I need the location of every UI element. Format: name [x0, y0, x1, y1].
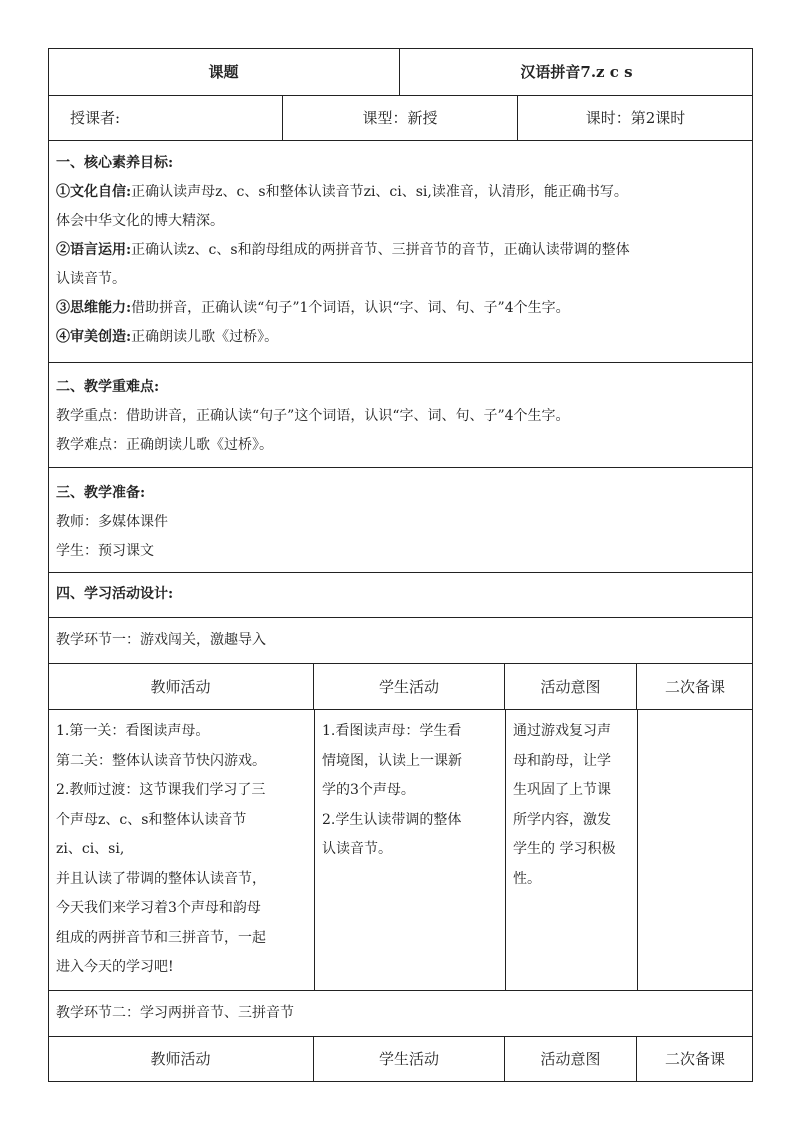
topic-value: 汉语拼音7.z c s — [520, 63, 633, 81]
student-activity-line: 认读音节。 — [322, 841, 392, 857]
table-left-border — [48, 48, 49, 1082]
rule — [48, 467, 753, 468]
type-label: 课型：新授 — [362, 109, 438, 127]
header-label: 活动意图 — [540, 1050, 601, 1068]
stage2-title: 教学环节二：学习两拼音节、三拼音节 — [56, 1005, 294, 1021]
intent-cell — [513, 717, 615, 894]
teacher-activity-line: 个声母z、c、s和整体认读音节 — [56, 811, 247, 828]
type-cell — [283, 95, 518, 140]
student-activity-line: 1.看图读声母：学生看 — [322, 723, 462, 739]
goal-label: ③思维能力: — [56, 300, 132, 316]
topic-label: 课题 — [208, 63, 239, 81]
rule — [48, 572, 753, 573]
stage1-section — [56, 626, 751, 655]
header-second-prep — [637, 1036, 753, 1081]
col-divider — [314, 709, 315, 990]
header-teacher-activity — [48, 663, 314, 709]
student-activity-cell — [322, 717, 462, 865]
goal-text: 正确认读声母z、c、s和整体认读音节zi、ci、si,读准音，认清形，能正确书写。 — [131, 184, 628, 200]
teacher-activity-line: 并且认读了带调的整体认读音节， — [56, 870, 266, 887]
goal-label: ①文化自信: — [56, 184, 132, 200]
teacher-activity-line: 进入今天的学习吧! — [56, 959, 174, 975]
stage2-header-row — [48, 1036, 753, 1081]
key-point-line: 教学重点：借助讲音，正确认读“句子”这个词语，认识“字、词、句、子”4个生字。 — [56, 408, 570, 424]
teacher-cell — [48, 95, 283, 140]
goal-text: 正确认读z、c、s和韵母组成的两拼音节、三拼音节的音节，正确认读带调的整体 — [131, 242, 630, 258]
teacher-activity-cell — [56, 717, 266, 983]
header-label: 二次备课 — [664, 677, 725, 696]
preparation-line: 学生：预习课文 — [56, 543, 154, 559]
goal-text-cont: 认读音节。 — [56, 271, 126, 287]
header-teacher-activity — [48, 1036, 314, 1081]
student-activity-line: 学的3个声母。 — [322, 782, 415, 798]
header-label: 学生活动 — [378, 677, 439, 696]
rule — [48, 709, 753, 710]
header-second-prep — [637, 663, 753, 709]
rule — [48, 362, 753, 363]
key-points-section — [56, 373, 751, 460]
stage1-header-row — [48, 663, 753, 709]
teacher-activity-line: 2.教师过渡：这节课我们学习了三 — [56, 782, 266, 798]
goal-label: ②语言运用: — [56, 242, 132, 258]
meta-row — [48, 95, 753, 140]
rule — [48, 990, 753, 991]
header-student-activity — [314, 1036, 505, 1081]
intent-line: 所学内容，激发 — [513, 811, 611, 828]
key-point-line: 教学难点：正确朗读儿歌《过桥》。 — [56, 437, 273, 453]
header-label: 二次备课 — [664, 1050, 725, 1068]
header-intent — [505, 1036, 637, 1081]
table-right-border — [752, 48, 753, 1082]
goal-item — [56, 236, 751, 265]
intent-line: 生巩固了上节课 — [513, 782, 611, 798]
intent-line: 母和韵母，让学 — [513, 752, 611, 769]
header-label: 教师活动 — [150, 677, 211, 696]
topic-row — [48, 48, 753, 95]
col-divider — [505, 709, 506, 990]
preparation-line: 教师：多媒体课件 — [56, 514, 168, 530]
goal-item — [56, 294, 751, 323]
header-label: 教师活动 — [150, 1050, 211, 1068]
goal-item — [56, 178, 751, 207]
preparation-title: 三、教学准备: — [56, 485, 146, 501]
period-label: 课时：第2课时 — [585, 109, 686, 127]
header-label: 学生活动 — [378, 1050, 439, 1068]
rule — [48, 1081, 753, 1082]
topic-label-cell — [48, 48, 400, 95]
goal-item — [56, 323, 751, 352]
key-points-title: 二、教学重难点: — [56, 379, 160, 395]
rule — [48, 617, 753, 618]
goals-title: 一、核心素养目标: — [56, 155, 174, 171]
goals-section — [56, 149, 751, 352]
stage2-section — [56, 999, 751, 1028]
col-divider — [637, 709, 638, 990]
period-cell — [518, 95, 753, 140]
header-student-activity — [314, 663, 505, 709]
intent-line: 性。 — [513, 870, 541, 887]
teacher-activity-line: 组成的两拼音节和三拼音节，一起 — [56, 929, 266, 946]
teacher-activity-line: 今天我们来学习着3个声母和韵母 — [56, 900, 261, 916]
activity-design-section — [56, 580, 751, 609]
student-activity-line: 2.学生认读带调的整体 — [322, 811, 462, 828]
stage1-title: 教学环节一：游戏闯关，激趣导入 — [56, 632, 266, 648]
header-intent — [505, 663, 637, 709]
intent-line: 通过游戏复习声 — [513, 723, 611, 739]
topic-value-cell — [400, 48, 753, 95]
teacher-activity-line: zi、ci、si, — [56, 841, 125, 857]
header-label: 活动意图 — [540, 677, 601, 696]
teacher-activity-line: 1.第一关：看图读声母。 — [56, 723, 210, 739]
preparation-section — [56, 479, 751, 566]
intent-line: 学生的 学习积极 — [513, 841, 616, 857]
goal-label: ④审美创造: — [56, 329, 132, 345]
teacher-activity-line: 第二关：整体认读音节快闪游戏。 — [56, 752, 266, 769]
activity-design-title: 四、学习活动设计: — [56, 586, 174, 602]
goal-text: 借助拼音，正确认读“句子”1个词语，认识“字、词、句、子”4个生字。 — [131, 300, 570, 316]
teacher-label: 授课者: — [70, 109, 121, 127]
rule — [48, 140, 753, 141]
student-activity-line: 情境图，认读上一课新 — [322, 752, 462, 769]
goal-text-cont: 体会中华文化的博大精深。 — [56, 213, 224, 229]
goal-text: 正确朗读儿歌《过桥》。 — [131, 329, 279, 345]
